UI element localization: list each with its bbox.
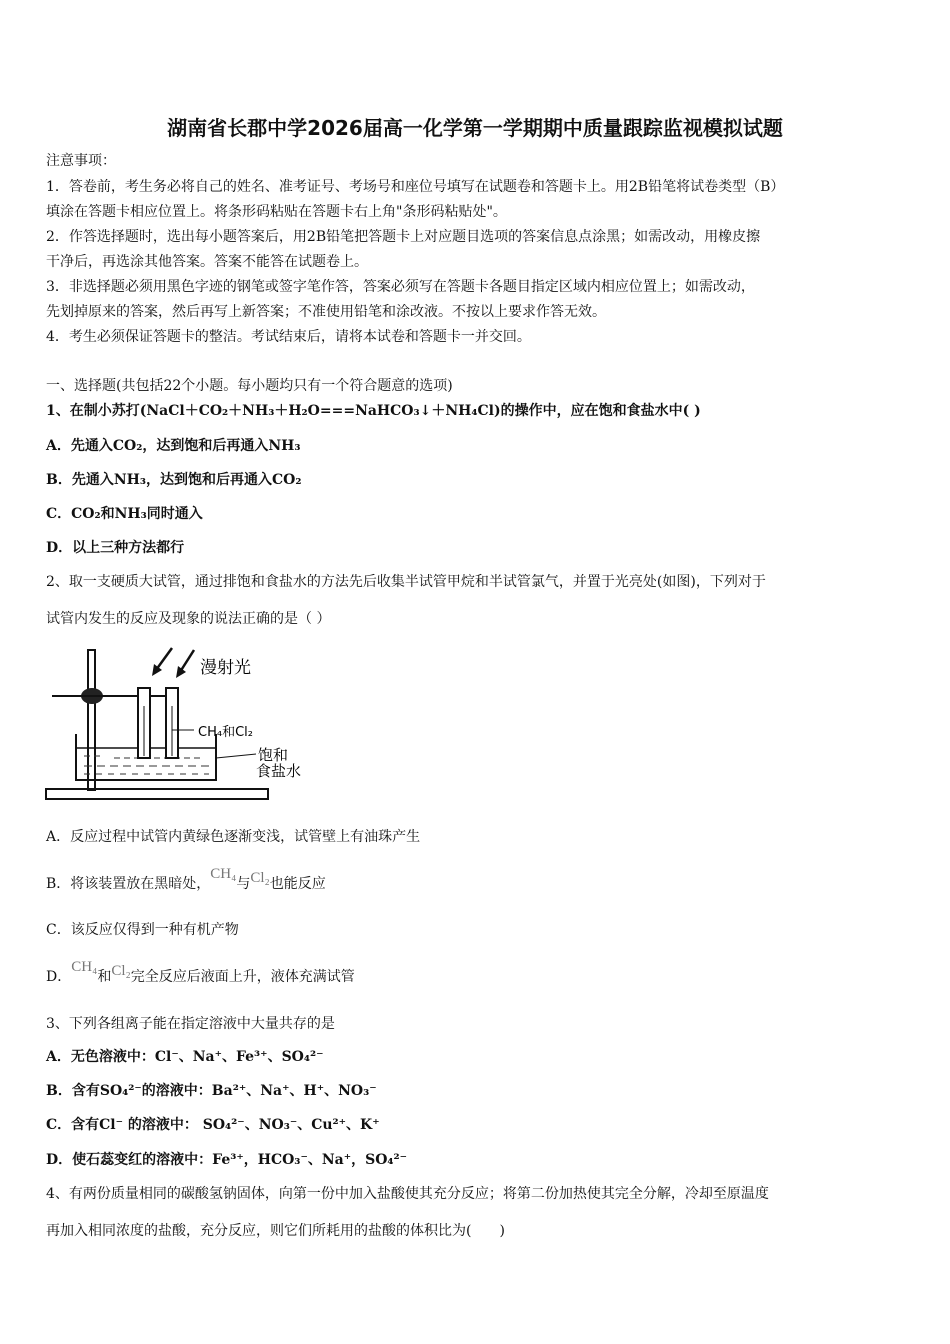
q2-option-c: C．该反应仅得到一种有机产物: [46, 922, 239, 938]
notice-heading: 注意事项：: [46, 153, 116, 169]
q3-option-a: A．无色溶液中：Cl⁻、Na⁺、Fe³⁺、SO₄²⁻: [46, 1049, 324, 1065]
notice-line: 2．作答选择题时，选出每小题答案后，用2B铅笔把答题卡上对应题目选项的答案信息点涂黑；如需改动，用橡皮擦: [46, 229, 761, 245]
ch4-formula: CH₄: [71, 959, 98, 975]
q1-stem: 1、在制小苏打(NaCl＋CO₂＋NH₃＋H₂O===NaHCO₃↓＋NH₄Cl)的操作中，应在饱和食盐水中( ): [46, 403, 701, 419]
q2-option-a: A．反应过程中试管内黄绿色逐渐变浅，试管壁上有油珠产生: [46, 829, 421, 845]
q2-option-d-mid: 和: [97, 969, 112, 985]
page-title: 湖南省长郡中学2026届高一化学第一学期期中质量跟踪监视模拟试题: [167, 116, 783, 140]
cl2-formula: Cl₂: [250, 870, 270, 886]
q2-option-b-post: 也能反应: [269, 876, 326, 892]
label-gas: CH₄和Cl₂: [198, 725, 253, 740]
label-liquid-1: 饱和: [258, 746, 289, 764]
notice-line: 先划掉原来的答案，然后再写上新答案；不准使用铅笔和涂改液。不按以上要求作答无效。: [46, 304, 606, 320]
q2-option-b-mid: 与: [236, 876, 251, 892]
stand-base: [46, 789, 268, 799]
q1-option-a: A．先通入CO₂，达到饱和后再通入NH₃: [46, 438, 301, 454]
q3-option-d: D．使石蕊变红的溶液中：Fe³⁺，HCO₃⁻、Na⁺，SO₄²⁻: [46, 1152, 408, 1168]
q2-stem-line2: 试管内发生的反应及现象的说法正确的是（ ）: [46, 611, 331, 627]
apparatus-figure: [44, 646, 344, 804]
q2-option-d: [46, 959, 355, 987]
q1-option-c: C．CO₂和NH₃同时通入: [46, 506, 203, 522]
q2-stem-line1: 2、取一支硬质大试管，通过排饱和食盐水的方法先后收集半试管甲烷和半试管氯气，并置于光亮处(如图)，下列对于: [46, 574, 766, 590]
notice-line: 干净后，再选涂其他答案。答案不能答在试题卷上。: [46, 254, 368, 270]
q4-stem-line2: 再加入相同浓度的盐酸，充分反应，则它们所耗用的盐酸的体积比为( ): [46, 1223, 505, 1239]
q4-stem-line1: 4、有两份质量相同的碳酸氢钠固体，向第一份中加入盐酸使其充分反应；将第二份加热使其完全分解，冷却至原温度: [46, 1186, 769, 1202]
stand-rod: [88, 650, 95, 790]
q2-option-d-text: D．: [46, 969, 72, 985]
label-liquid-2: 食盐水: [256, 762, 302, 780]
q2-option-b-text: B．将该装置放在黑暗处，: [46, 876, 211, 892]
cl2-formula: Cl₂: [111, 963, 131, 979]
q3-option-c: C．含有Cl⁻ 的溶液中： SO₄²⁻、NO₃⁻、Cu²⁺、K⁺: [46, 1117, 380, 1133]
q1-option-d: D．以上三种方法都行: [46, 540, 185, 556]
q3-option-b: B．含有SO₄²⁻的溶液中：Ba²⁺、Na⁺、H⁺、NO₃⁻: [46, 1083, 377, 1099]
q1-option-b: B．先通入NH₃，达到饱和后再通入CO₂: [46, 472, 302, 488]
q2-option-d-post: 完全反应后液面上升，液体充满试管: [130, 969, 355, 985]
notice-line: 1．答卷前，考生务必将自己的姓名、准考证号、考场号和座位号填写在试题卷和答题卡上。用2B铅笔将试卷类型（B）: [46, 179, 785, 195]
ch4-formula: CH₄: [210, 866, 237, 882]
q2-option-b: [46, 866, 326, 894]
section-heading: 一、选择题(共包括22个小题。每小题均只有一个符合题意的选项): [46, 378, 453, 394]
notice-line: 4．考生必须保证答题卡的整洁。考试结束后，请将本试卷和答题卡一并交回。: [46, 329, 531, 345]
notice-line: 填涂在答题卡相应位置上。将条形码粘贴在答题卡右上角"条形码粘贴处"。: [46, 204, 507, 220]
label-light: 漫射光: [200, 658, 251, 678]
q3-stem: 3、下列各组离子能在指定溶液中大量共存的是: [46, 1016, 335, 1032]
notice-line: 3．非选择题必须用黑色字迹的钢笔或签字笔作答，答案必须写在答题卡各题目指定区域内相应位置上；如需改动，: [46, 279, 755, 295]
